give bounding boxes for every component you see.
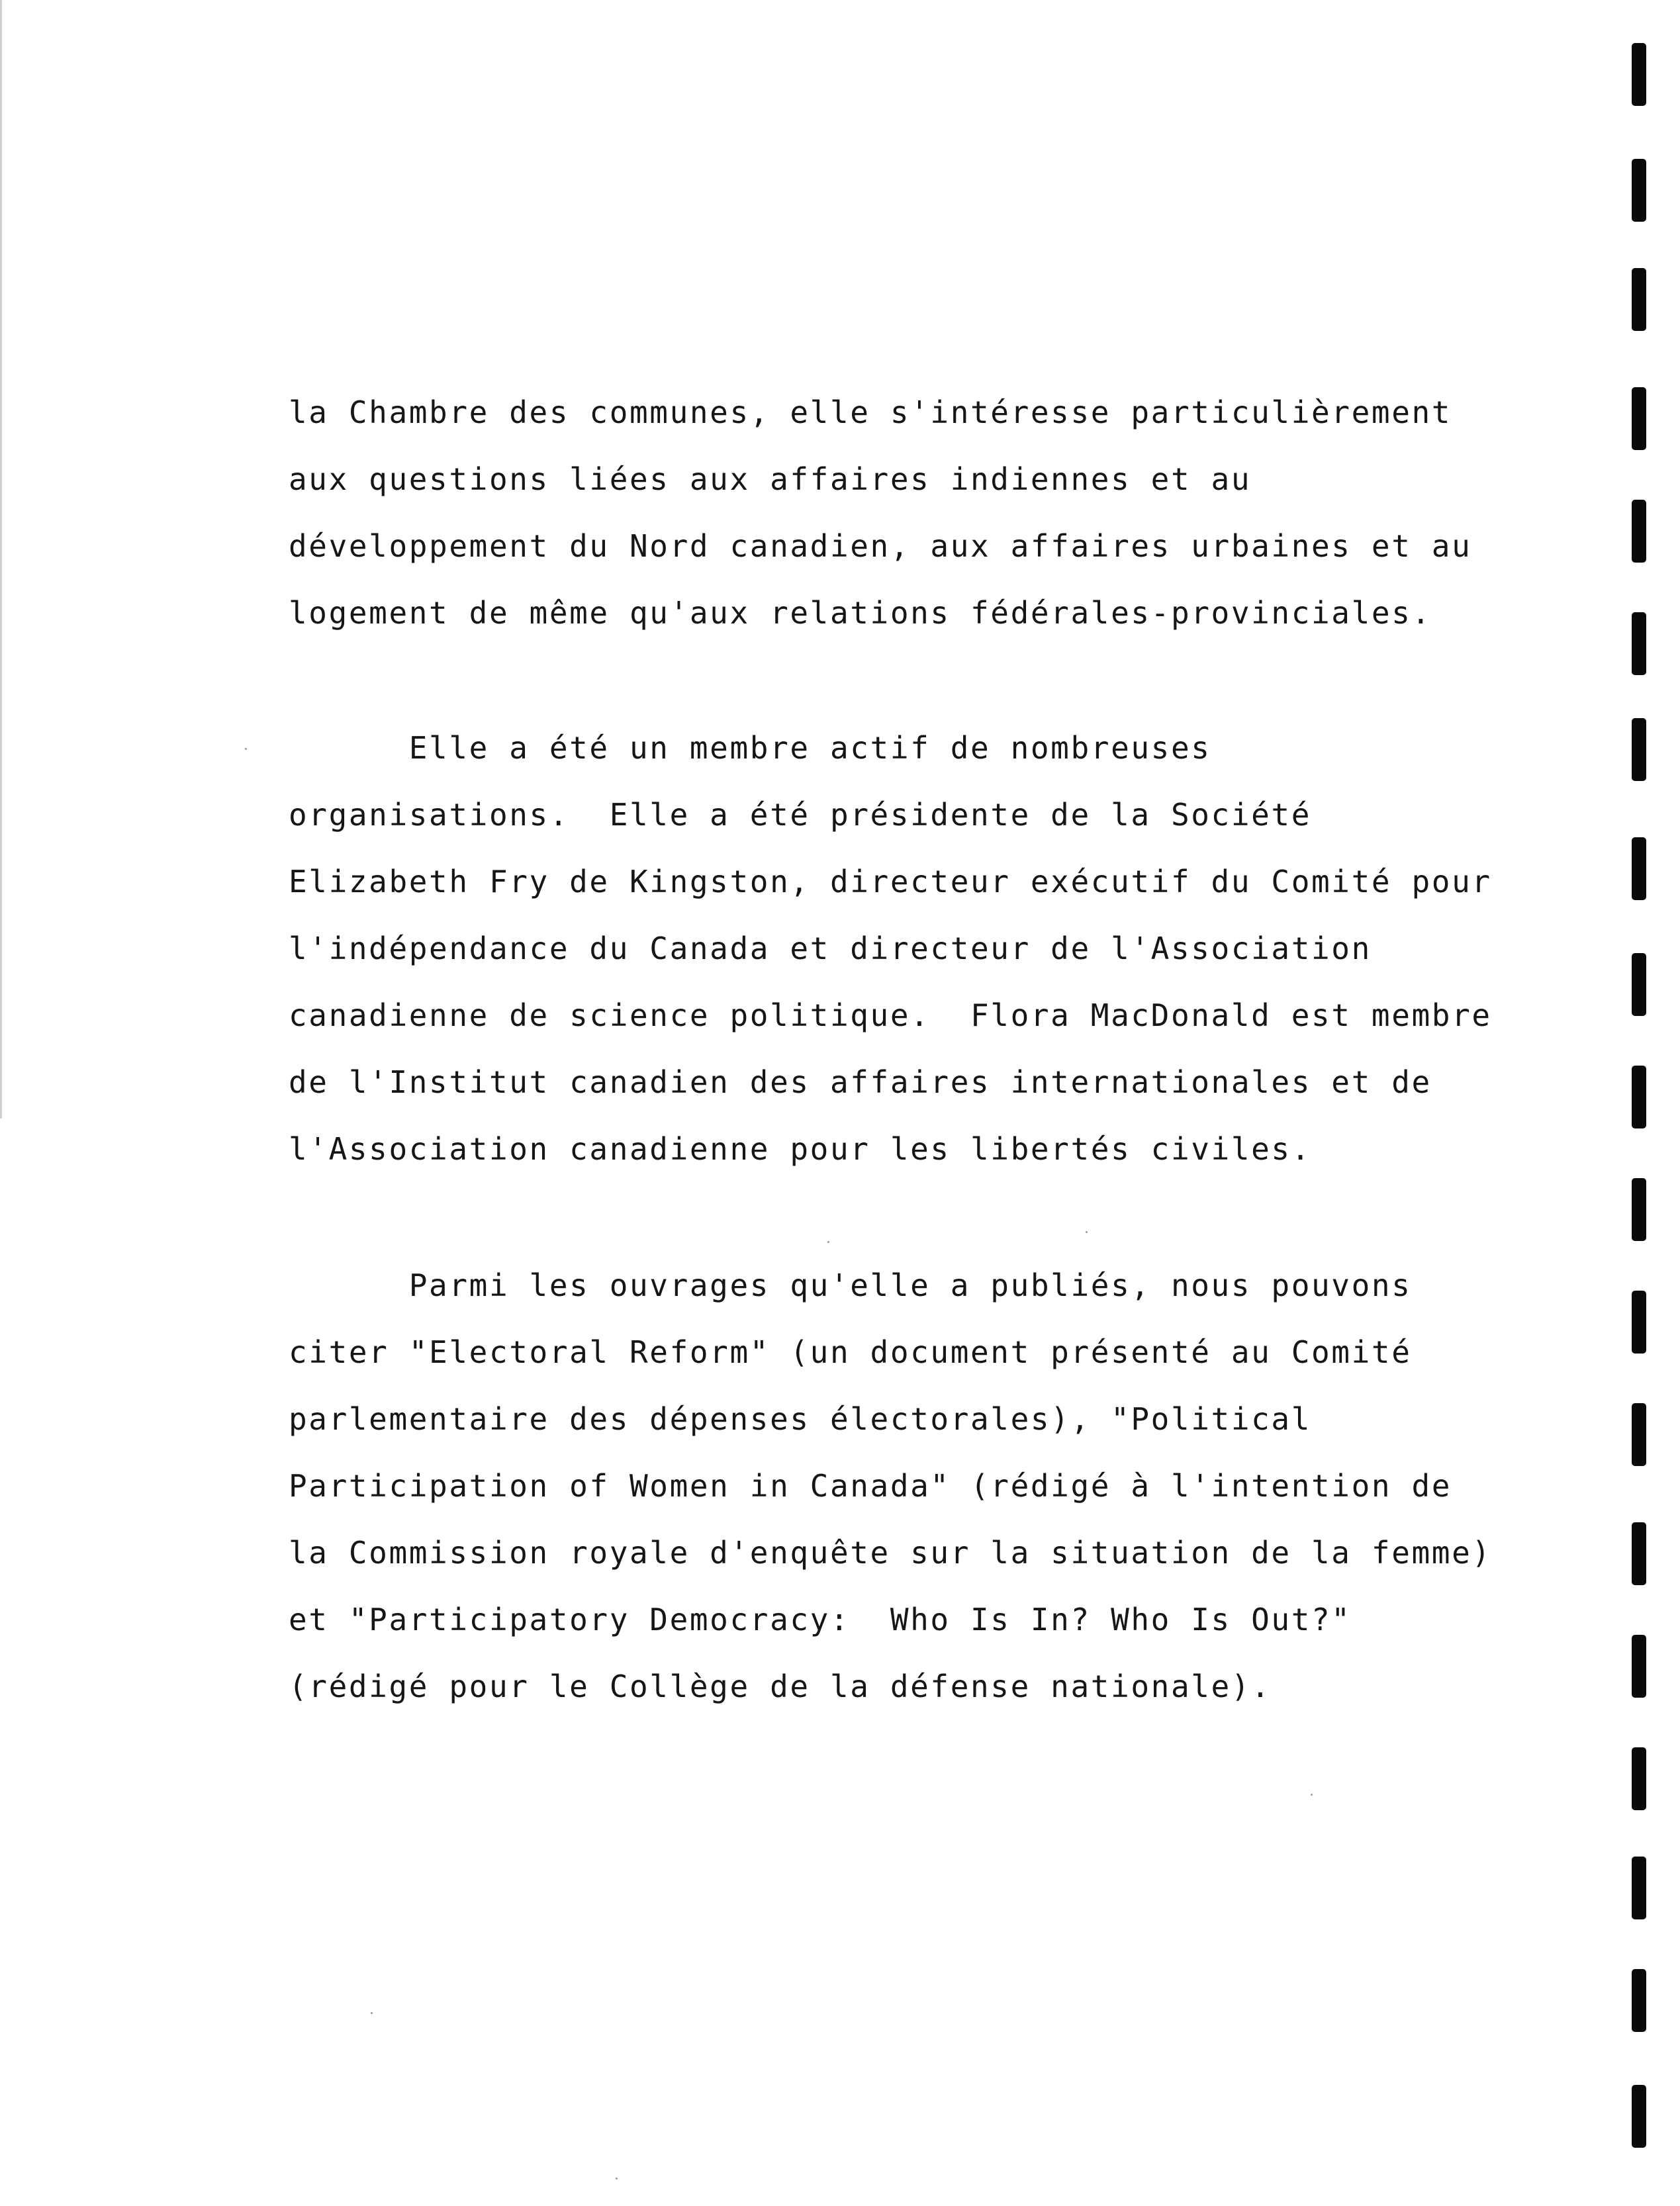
text-line: la Commission royale d'enquête sur la situation de la femme) <box>289 1535 1492 1571</box>
scan-speck <box>371 2012 373 2014</box>
scan-speck <box>1311 1794 1313 1796</box>
left-edge-rule <box>0 0 2 1119</box>
text-line: parlementaire des dépenses électorales), "Political <box>289 1401 1312 1437</box>
binding-hole <box>1632 1857 1646 1919</box>
paragraph-2 <box>289 715 1579 1183</box>
binding-hole <box>1632 718 1646 781</box>
text-line: l'Association canadienne pour les libertés civiles. <box>289 1131 1312 1167</box>
scan-speck <box>1086 1231 1088 1233</box>
binding-hole <box>1632 1291 1646 1354</box>
binding-hole <box>1632 1635 1646 1698</box>
binding-hole <box>1632 1403 1646 1466</box>
scan-speck <box>827 1241 829 1243</box>
scan-speck <box>616 2178 618 2180</box>
binding-hole <box>1632 1178 1646 1241</box>
paragraph-3 <box>289 1252 1579 1720</box>
binding-hole <box>1632 2085 1646 2148</box>
text-line: Elizabeth Fry de Kingston, directeur exécutif du Comité pour <box>289 864 1492 899</box>
binding-hole <box>1632 1969 1646 2032</box>
text-line: la Chambre des communes, elle s'intéresse particulièrement <box>289 394 1452 430</box>
binding-hole <box>1632 837 1646 900</box>
binding-hole <box>1632 1066 1646 1128</box>
text-line: de l'Institut canadien des affaires internationales et de <box>289 1064 1432 1100</box>
binding-hole <box>1632 1747 1646 1810</box>
text-line: Participation of Women in Canada" (rédigé à l'intention de <box>289 1468 1452 1504</box>
text-line: et "Participatory Democracy: Who Is In? Who Is Out?" <box>289 1602 1352 1637</box>
text-line: citer "Electoral Reform" (un document présenté au Comité <box>289 1334 1412 1370</box>
text-line: canadienne de science politique. Flora MacDonald est membre <box>289 997 1492 1033</box>
binding-hole <box>1632 387 1646 450</box>
paragraph-1 <box>289 379 1579 647</box>
scan-speck <box>245 748 247 750</box>
binding-hole <box>1632 500 1646 563</box>
binding-holes <box>1632 0 1671 2206</box>
text-line: l'indépendance du Canada et directeur de l'Association <box>289 931 1372 966</box>
binding-hole <box>1632 953 1646 1016</box>
binding-hole <box>1632 1522 1646 1585</box>
binding-hole <box>1632 43 1646 106</box>
text-line: organisations. Elle a été présidente de la Société <box>289 797 1312 833</box>
text-line: (rédigé pour le Collège de la défense nationale). <box>289 1669 1272 1704</box>
text-line: logement de même qu'aux relations fédérales-provinciales. <box>289 595 1432 631</box>
text-line: Parmi les ouvrages qu'elle a publiés, nous pouvons <box>289 1267 1412 1303</box>
binding-hole <box>1632 159 1646 222</box>
text-line: développement du Nord canadien, aux affaires urbaines et au <box>289 528 1472 564</box>
binding-hole <box>1632 612 1646 675</box>
text-line: aux questions liées aux affaires indiennes et au <box>289 461 1252 497</box>
binding-hole <box>1632 268 1646 331</box>
text-line: Elle a été un membre actif de nombreuses <box>289 730 1211 766</box>
